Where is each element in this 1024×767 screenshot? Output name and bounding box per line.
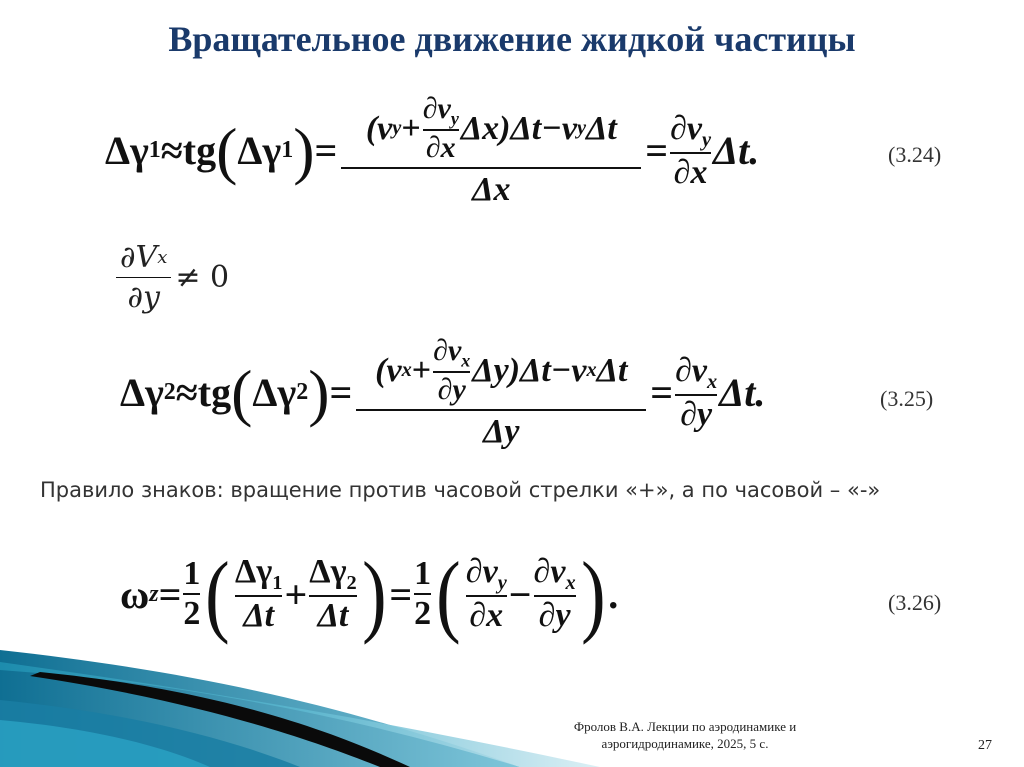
eq324-num-left: (v [365,109,393,147]
eq326-eq2: = [389,571,413,617]
eq325-paren-open: ( [231,356,253,428]
equation-3-25 [120,334,765,451]
eq324-numerator [362,92,621,167]
eq326-f1-den: Δt [243,597,275,635]
eq326-lhs: ω [120,571,150,617]
equation-3-26 [120,543,619,645]
slide-title: Вращательное движение жидкой частицы [168,19,856,59]
eq324-res-den: ∂x [673,153,708,191]
eq324-dnum-sub: y [450,108,459,129]
eq324-res-tail: Δt. [713,128,760,174]
condition-fraction [116,240,171,315]
eq326-paren1-open: ( [205,543,230,645]
eq326-half2-den: 2 [414,595,432,632]
eq326-half1-den: 2 [183,595,201,632]
eq326-g2-num-sub: x [565,572,576,595]
eq324-res-num: ∂v [670,109,702,147]
eq324-denominator: Δx [472,171,511,209]
eq325-paren-close: ) [308,356,330,428]
eq326-fraction-dgamma1 [235,553,282,635]
eq325-denominator: Δy [483,413,520,451]
eq324-lhs-sub: 1 [148,137,161,164]
eq325-main-fraction [356,334,646,451]
footer-citation [520,718,850,752]
eq326-f2-num: Δγ [309,552,347,590]
eq326-minus: − [508,571,532,617]
eq324-dnum: ∂v [422,92,451,125]
footer-line-1: Фролов В.А. Лекции по аэродинамике и [573,719,797,734]
eq325-dnum: ∂v [433,334,462,367]
eq326-derivative-vx-y [534,553,576,635]
condition-num: ∂V [120,240,158,275]
eq324-eq1: = [314,128,338,174]
eq325-num-left-sub: x [401,359,412,382]
eq326-half1-num: 1 [183,555,201,592]
eq324-eq2: = [645,128,669,174]
eq324-approx: ≈tg [160,128,217,174]
eq325-numerator [371,334,631,409]
eq326-paren1-close: ) [361,543,387,645]
eq326-plus: + [284,571,308,617]
eq324-paren-open: ( [216,114,238,186]
eq326-f1-num-sub: 1 [272,572,283,595]
eq326-f2-num-sub: 2 [346,572,357,595]
eq325-num-derivative [433,334,470,407]
eq326-fraction-dgamma2 [309,553,356,635]
eq326-g2-den: ∂y [538,597,571,635]
eq326-g1-den: ∂x [469,597,504,635]
eq324-res-num-sub: y [702,128,712,151]
eq324-dden: ∂x [425,131,456,165]
eq326-g1-num: ∂v [465,552,498,590]
eq324-lhs: Δγ [105,128,149,174]
condition-num-sub: x [157,247,168,268]
footer-line-2: аэрогидродинамике, 2025, 5 с. [601,736,769,751]
equation-number-3-24: (3.24) [888,142,942,167]
eq325-num-tail-sub: x [586,359,597,382]
eq325-lhs: Δγ [120,370,164,416]
eq324-paren-close: ) [293,114,315,186]
eq324-arg-sub: 1 [281,137,294,164]
eq325-num-left: (v [375,351,402,389]
eq326-paren2-close: ) [580,543,606,645]
eq324-result-derivative [670,110,711,192]
eq325-lhs-sub: 2 [163,379,176,406]
eq326-g1-num-sub: y [497,572,507,595]
eq324-main-fraction [341,92,641,209]
eq325-dden: ∂y [437,373,466,407]
eq325-eq1: = [329,370,353,416]
condition-relation: ≠ 0 [175,260,230,295]
eq324-num-plus: + [401,109,421,147]
eq325-arg: Δγ [252,370,297,416]
eq325-dnum-sub: x [461,350,471,371]
eq325-res-num-sub: x [707,370,718,393]
eq325-result-derivative [675,352,717,434]
eq326-end: . [608,571,619,617]
equation-3-24 [105,92,759,209]
eq325-num-tail: Δy)Δt−v [472,351,587,389]
eq325-num-plus: + [411,351,432,389]
eq326-derivative-vy-x [466,553,507,635]
eq326-f1-num: Δγ [235,552,273,590]
eq325-res-tail: Δt. [719,370,766,416]
eq324-num-tail-sub: y [576,117,586,140]
eq325-arg-sub: 2 [296,379,309,406]
eq326-half-2 [414,555,431,633]
page-number: 27 [978,738,992,753]
eq324-num-derivative [423,92,459,165]
eq325-approx: ≈tg [175,370,232,416]
eq324-num-left-sub: y [392,117,402,140]
eq326-half-1 [183,555,200,633]
eq325-res-num: ∂v [675,351,707,389]
equation-number-3-26: (3.26) [888,590,942,615]
eq326-eq1: = [158,571,182,617]
eq324-num-tail2: Δt [586,109,617,147]
eq326-g2-num: ∂v [533,552,566,590]
condition-den: ∂y [127,280,160,315]
sign-rule-text: Правило знаков: вращение против часовой стрелки «+», а по часовой – «-» [40,478,881,502]
eq324-num-tail: Δx)Δt−v [460,109,577,147]
equation-number-3-25: (3.25) [880,386,934,411]
eq325-num-tail2: Δt [596,351,628,389]
eq326-paren2-open: ( [436,543,461,645]
eq325-res-den: ∂y [680,395,713,433]
condition-derivative-nonzero [112,240,229,315]
eq326-half2-num: 1 [414,555,432,592]
eq325-eq2: = [650,370,674,416]
eq324-arg: Δγ [237,128,282,174]
eq326-lhs-sub: z [149,580,159,607]
eq326-f2-den: Δt [317,597,349,635]
